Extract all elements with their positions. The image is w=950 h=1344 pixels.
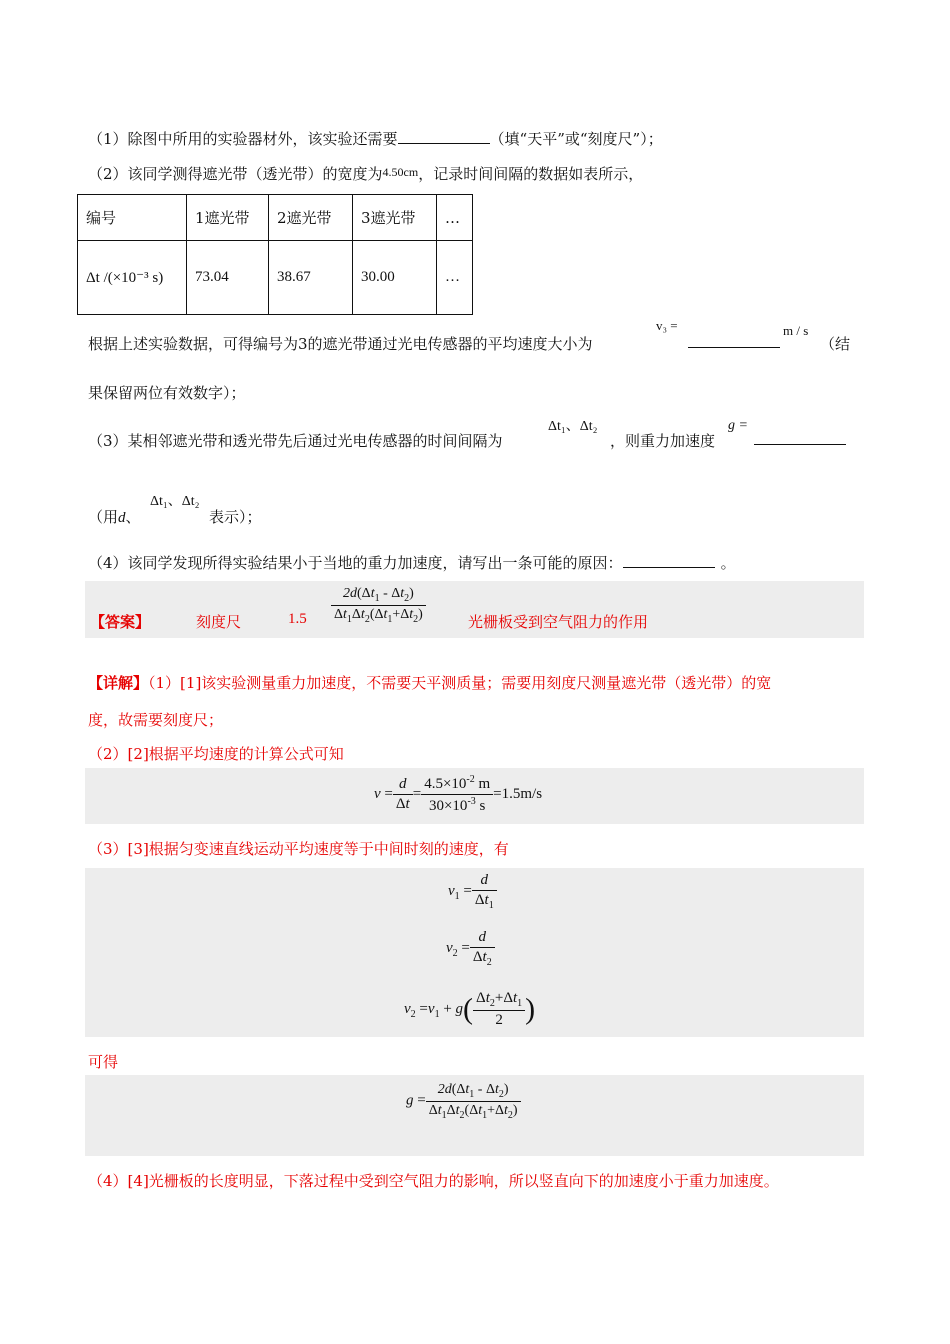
- answer-blank-4: [623, 553, 715, 568]
- detail-p4: （4）[4]光栅板的长度明显，下落过程中受到空气阻力的影响，所以竖直向下的加速度小于重力加速度。: [88, 1172, 779, 1190]
- d-symbol: d: [118, 510, 126, 526]
- v3-symbol: v₃ =: [656, 318, 678, 333]
- g-symbol: g =: [728, 418, 748, 433]
- question-3-mid: ，则重力加速度: [610, 432, 716, 450]
- table-header-row: [78, 195, 473, 241]
- detail-p1-text: （1）[1]该实验测量重力加速度，不需要天平测质量；需要用刻度尺测量遮光带（透光带）的宽: [148, 674, 772, 692]
- table-header-cell: 3遮光带: [353, 195, 437, 241]
- question-2-tail: ，记录时间间隔的数据如表所示，: [418, 165, 644, 183]
- answer-2: 1.5: [288, 611, 307, 627]
- table-header-cell: 编号: [78, 195, 187, 241]
- answer-label: 【答案】: [90, 613, 151, 631]
- answer-blank-3: [754, 430, 846, 449]
- formula-v-result: =1.5m/s: [493, 785, 543, 802]
- table-cell: …: [437, 241, 473, 315]
- question-3-line2: [88, 506, 141, 527]
- table-row-label: Δt /(×10⁻³ s): [78, 241, 187, 315]
- width-value: 4.50cm: [382, 165, 419, 179]
- q3-line2-b: 、: [125, 508, 141, 526]
- q3-line2-c: 表示）；: [209, 508, 262, 526]
- question-2: [88, 163, 643, 184]
- unit-ms: m / s: [783, 323, 809, 338]
- question-1-text: （1）除图中所用的实验器材外，该实验还需要: [88, 130, 398, 148]
- question-2-text: （2）该同学测得遮光带（透光带）的宽度为: [88, 165, 383, 183]
- formula-v: v = $\frac{d}{\Delta t}$ = $\frac{4.5\times 10^{-2} m}{30\times 10^{-3} s}$ =1.5m/s: [374, 774, 543, 814]
- table-cell: 73.04: [187, 241, 269, 315]
- answer-1: 刻度尺: [196, 613, 242, 631]
- question-2b-text: 根据上述实验数据，可得编号为3的遮光带通过光电传感器的平均速度大小为: [88, 335, 593, 353]
- question-1-tail: （填“天平”或“刻度尺”）；: [489, 130, 663, 148]
- detail-p3b: 可得: [88, 1053, 119, 1071]
- question-2b-line2: 果保留两位有效数字）；: [88, 384, 246, 402]
- table-cell: 30.00: [353, 241, 437, 315]
- detail-p3: （3）[3]根据匀变速直线运动平均速度等于中间时刻的速度，有: [88, 840, 509, 858]
- question-2b-tail: （结: [820, 335, 851, 353]
- question-4: [88, 552, 736, 573]
- question-3-text: （3）某相邻遮光带和透光带先后通过光电传感器的时间间隔为: [88, 432, 503, 450]
- data-table: [77, 194, 473, 315]
- table-header-cell: …: [437, 195, 473, 241]
- table-header-cell: 2遮光带: [269, 195, 353, 241]
- formula-v1: $v_1$ = $\frac{d}{\Delta t_1}$: [448, 872, 497, 911]
- q3-line2-a: （用: [88, 508, 119, 526]
- formula-v2: $v_2$ = $\frac{d}{\Delta t_2}$: [446, 929, 495, 968]
- detail-p1-line1: [88, 672, 771, 693]
- table-cell: 38.67: [269, 241, 353, 315]
- detail-label: 【详解】: [88, 674, 149, 692]
- question-4-text: （4）该同学发现所得实验结果小于当地的重力加速度，请写出一条可能的原因：: [88, 554, 623, 572]
- formula-v2-relation: $v_2 =v_1 + g$( $\frac{\Delta t_2+\Delta t_1}{2}$ ): [404, 990, 536, 1028]
- formula-g: g = $\frac{2d(\Delta t_1 - \Delta t_2)}{\Delta t_1\Delta t_2(\Delta t_1+\Delta t_2)}$: [406, 1082, 521, 1121]
- answer-blank-2: [688, 333, 780, 352]
- table-row: [78, 241, 473, 315]
- dt-vars: Δt₁、Δt₂: [548, 419, 598, 434]
- question-1: [88, 128, 663, 149]
- answer-4: 光栅板受到空气阻力的作用: [468, 613, 649, 631]
- question-2b: [88, 333, 593, 354]
- detail-p1-line2: 度，故需要刻度尺；: [88, 711, 224, 729]
- answer-blank-1: [398, 129, 490, 144]
- table-header-cell: 1遮光带: [187, 195, 269, 241]
- detail-p2: （2）[2]根据平均速度的计算公式可知: [88, 745, 344, 763]
- question-4-tail: 。: [720, 554, 736, 572]
- dt-vars-2: Δt₁、Δt₂: [150, 494, 200, 509]
- answer-3-formula: $\frac{2d(\Delta t_1 - \Delta t_2)}{\Delta t_1\Delta t_2(\Delta t_1+\Delta t_2)}$: [331, 586, 426, 625]
